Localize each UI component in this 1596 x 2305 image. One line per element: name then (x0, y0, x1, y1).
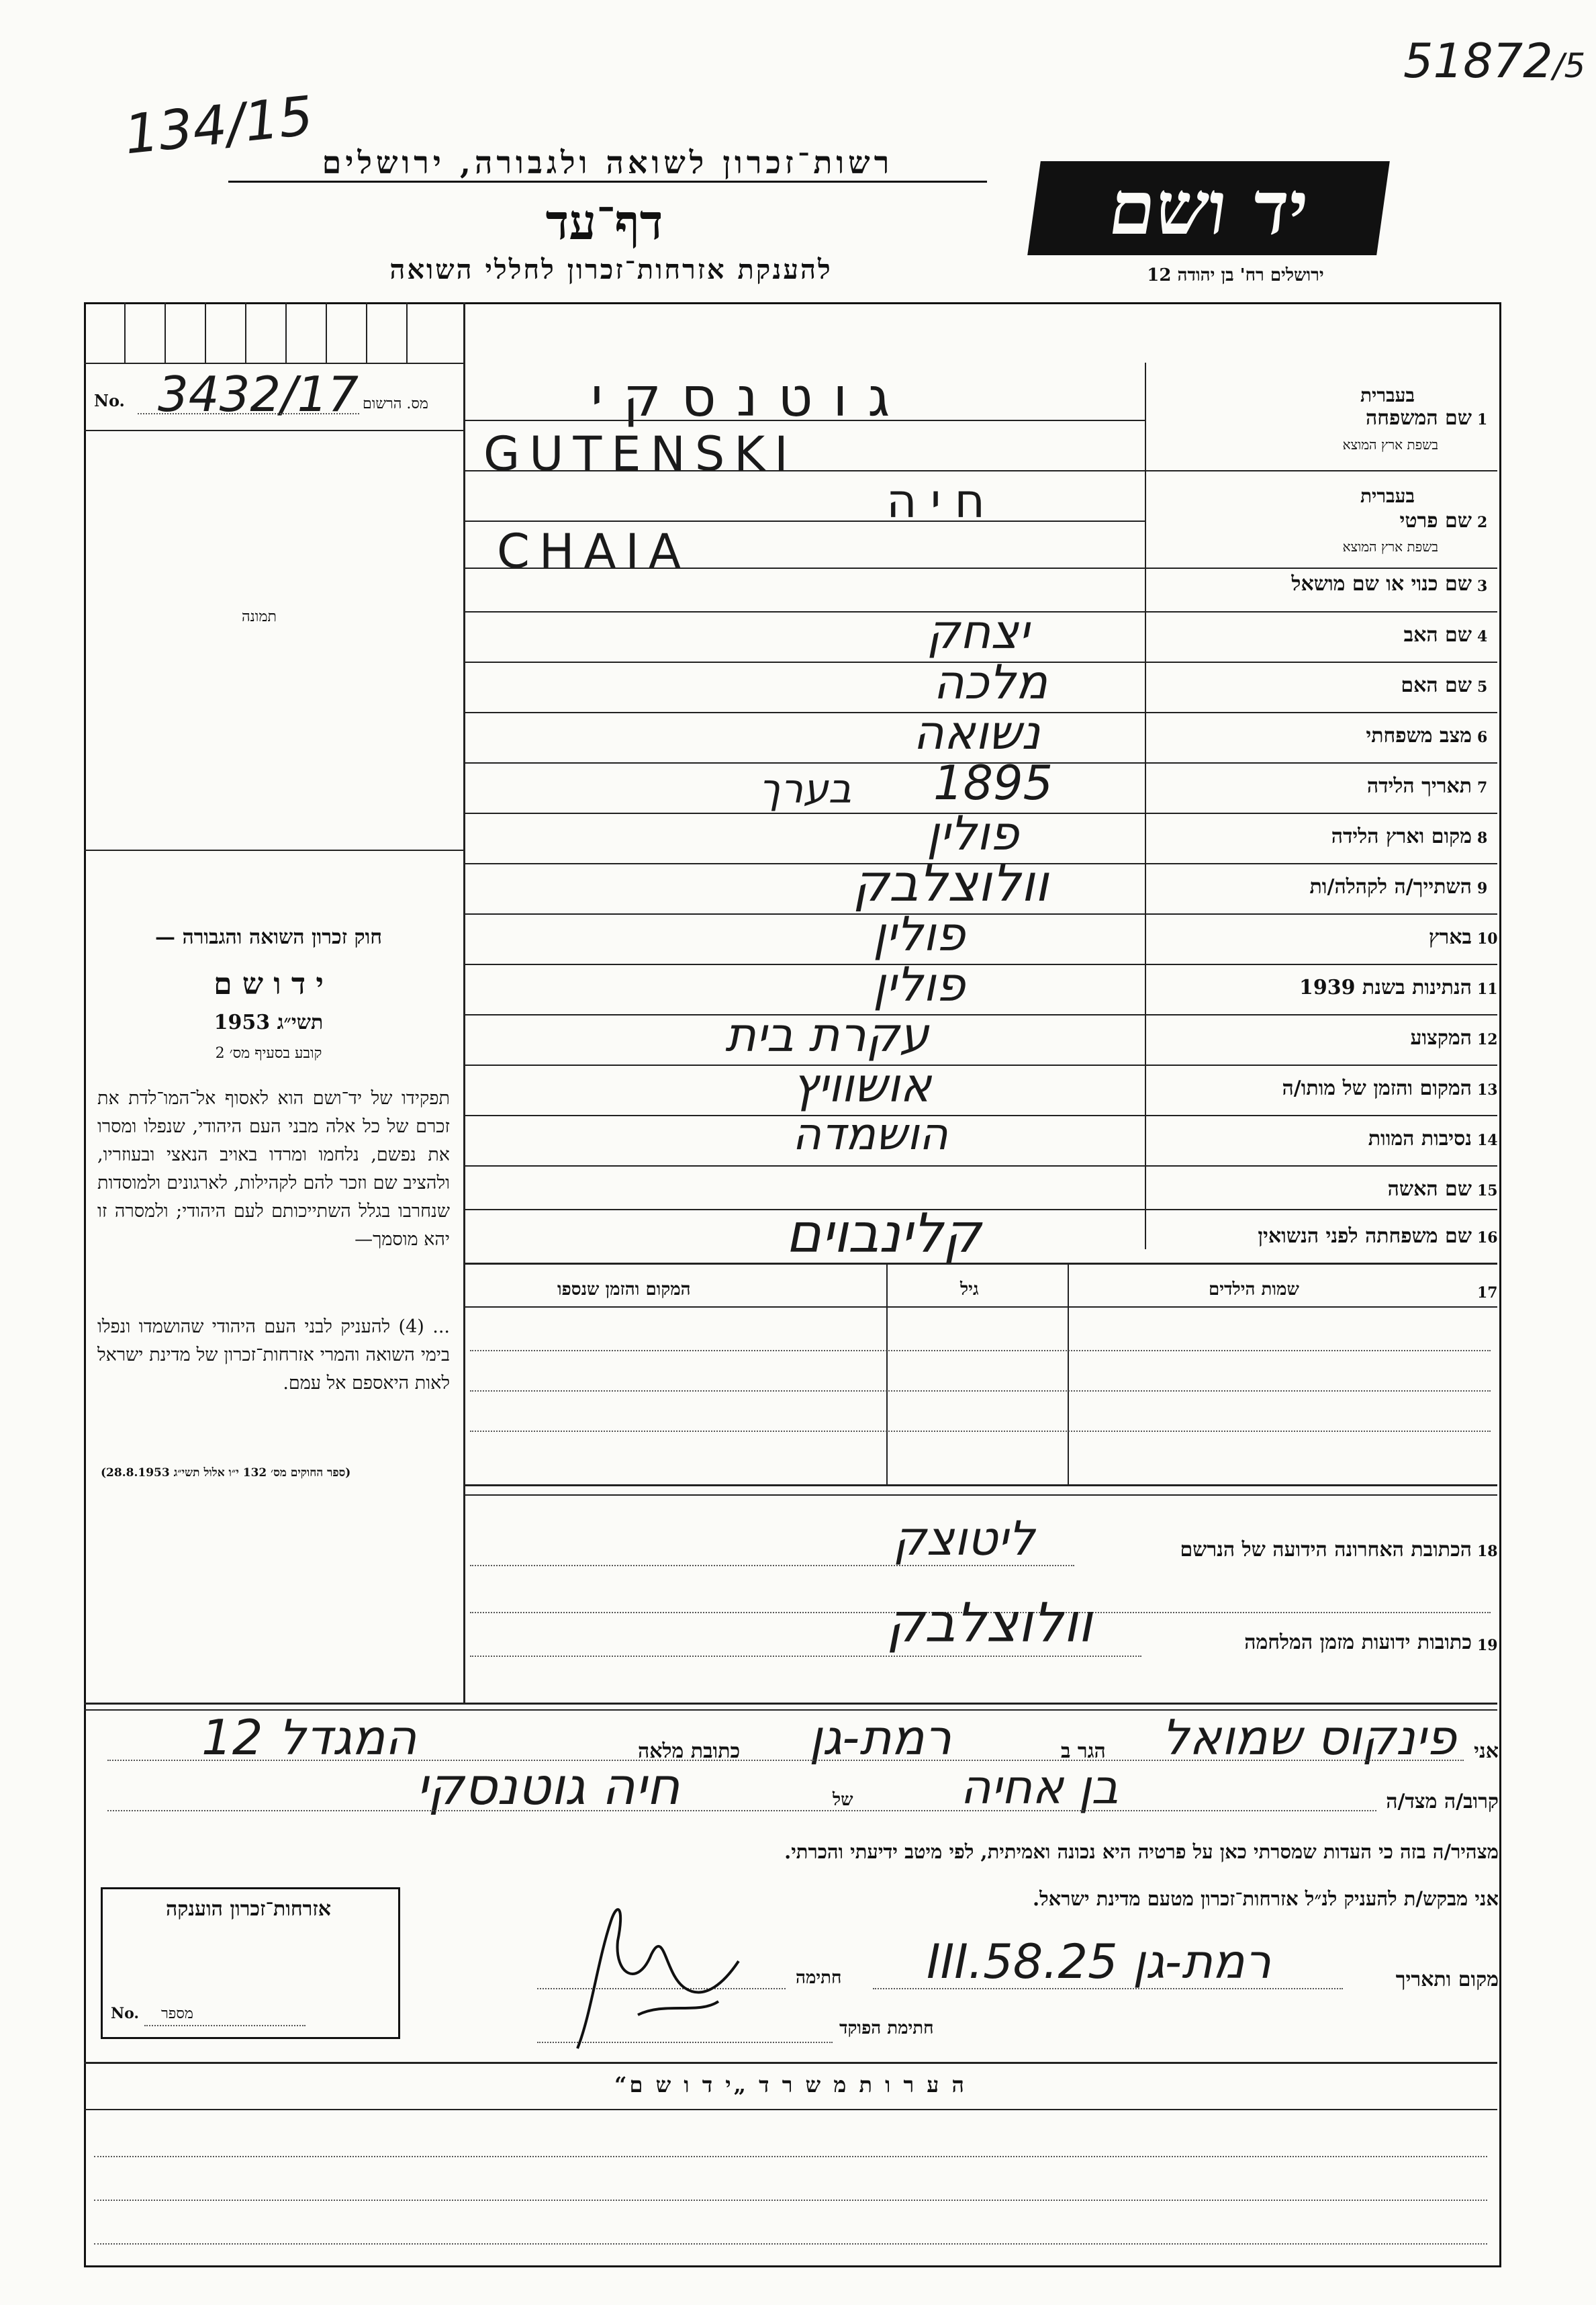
field-18-number: 18 (1477, 1543, 1498, 1560)
field-5-value: מלכה (933, 655, 1048, 710)
field-15-number: 15 (1477, 1182, 1498, 1200)
field-11-number: 11 (1477, 981, 1498, 998)
field-3-number: 3 (1477, 578, 1488, 595)
law-year: תשי״ג 1953 (214, 1011, 324, 1034)
declaration-i-label: אני (1474, 1739, 1499, 1763)
field-10-label: בארץ (1428, 925, 1472, 949)
yad-vashem-logo: יד ושם (1027, 161, 1390, 255)
archive-number: 51872/5 (1403, 34, 1586, 89)
address-label: כתובת מלאה (638, 1739, 741, 1763)
handwritten-reference: 134/15 (121, 84, 316, 167)
remarks-title: ה ע ר ו ת מ ש ר ד „י ד ו ש ם“ (614, 2072, 967, 2097)
children-section-number: 17 (1477, 1284, 1498, 1302)
field-9-number: 9 (1477, 880, 1488, 897)
field-7-value-extra: בערך (759, 766, 852, 813)
declarant-city: רמת-גן (809, 1709, 952, 1766)
relative-label: קרוב/ה מצד/ה (1386, 1790, 1499, 1813)
field-2-label: שם פרטי (1399, 509, 1472, 533)
field-8-number: 8 (1477, 829, 1488, 847)
field-1-value-hebrew: גוטנסקי (591, 366, 910, 428)
citizenship-no-label: No. (111, 2005, 140, 2022)
field-12-number: 12 (1477, 1031, 1498, 1048)
registration-no-label: No. (94, 391, 125, 410)
field-2-origin-sub: בשפת ארץ המוצא (1342, 539, 1438, 555)
registration-no-label-hebrew: מס. הרשום (363, 396, 428, 412)
children-col-names: שמות הילדים (1209, 1279, 1299, 1300)
field-11-value: פולין (873, 957, 966, 1012)
field-4-number: 4 (1477, 628, 1488, 645)
field-2-number: 2 (1477, 514, 1488, 531)
field-13-value: אושוויץ (792, 1058, 932, 1113)
photo-label: תמונה (242, 608, 277, 625)
field-13-number: 13 (1477, 1081, 1498, 1099)
field-14-value: הושמדה (792, 1108, 948, 1160)
field-2-value-hebrew: חיה (886, 473, 999, 529)
field-1-number: 1 (1477, 411, 1488, 428)
field-19-number: 19 (1477, 1637, 1498, 1654)
field-16-value: קלינבוים (786, 1202, 982, 1265)
field-12-label: המקצוע (1410, 1026, 1472, 1050)
of-label: של (833, 1790, 853, 1810)
header-address: ירושלים רח' בן יהודה 12 (1147, 265, 1324, 285)
field-3-label: שם כנוי או שם מושאל (1291, 572, 1472, 596)
field-15-label: שם האשה (1387, 1177, 1472, 1201)
field-19-label: כתובות ידועות מזמן המלחמה (1244, 1631, 1472, 1654)
law-title: חוק זכרון השואה והגבורה — (155, 925, 382, 949)
field-18-label: הכתובת האחרונה הידועה של הנרשם (1180, 1538, 1472, 1562)
place-date-label: מקום ותאריך (1395, 1968, 1499, 1991)
field-1-label: שם המשפחה (1365, 406, 1472, 430)
field-16-number: 16 (1477, 1229, 1498, 1247)
place-date-value: רמת-גן 25.III.58 (927, 1934, 1272, 1989)
field-4-label: שם האב (1403, 623, 1472, 647)
field-2-hebrew-sub: בעברית (1360, 485, 1415, 507)
form-title: דף־עד (545, 193, 663, 251)
residing-label: הגר ב (1061, 1739, 1106, 1763)
officer-signature-label: חתימת הפוקד (839, 2018, 934, 2038)
law-citation: (ספר החוקים מס׳ 132 י״ו אלול תשי״ג 28.8.1953) (101, 1466, 351, 1480)
field-13-label: המקום והזמן של מותו/ה (1282, 1077, 1472, 1100)
field-6-number: 6 (1477, 729, 1488, 746)
field-1-origin-sub: בשפת ארץ המוצא (1342, 437, 1438, 453)
form-subtitle: להענקת אזרחות־זכרון לחללי השואה (389, 254, 833, 285)
law-name: י ד ו ש ם (214, 967, 324, 1001)
field-8-value: פולין (927, 806, 1019, 861)
declarant-address: המגדל 12 (201, 1709, 417, 1766)
field-8-label: מקום וארץ הלידה (1331, 825, 1472, 848)
field-14-label: נסיבות המוות (1368, 1127, 1472, 1150)
relative-name: חיה גוטנסקי (416, 1756, 680, 1816)
field-9-value: וולוצלבק (853, 853, 1049, 913)
field-7-number: 7 (1477, 779, 1488, 797)
citizenship-box-title: אזרחות־זכרון הוענקה (165, 1897, 332, 1921)
field-1-hebrew-sub: בעברית (1360, 384, 1415, 406)
children-col-age: גיל (960, 1279, 979, 1300)
signature-label: חתימה (796, 1968, 842, 1988)
citizenship-number-label: מספר (161, 2005, 193, 2022)
registration-number: 3432/17 (158, 366, 359, 422)
declaration-statement-2: אני מבקש/ת להעניק לנ״ל אזרחות־זכרון מטעם מדינת ישראל. (1033, 1887, 1499, 1910)
field-9-label: השתייך/ה לקהלה/ות (1309, 875, 1472, 899)
field-10-number: 10 (1477, 930, 1498, 948)
field-4-value: יצחק (927, 604, 1029, 660)
field-1-value-latin: GUTENSKI (483, 426, 798, 482)
law-clause: קובע בסעיף מס׳ 2 (215, 1045, 322, 1062)
field-2-value-latin: CHAIA (497, 524, 690, 579)
field-7-label: תאריך הלידה (1366, 774, 1472, 798)
field-6-label: מצב משפחתי (1366, 724, 1472, 748)
field-6-value: נשואה (913, 705, 1041, 760)
declaration-statement-1: מצהיר/ה בזה כי העדות שמסרתי כאן על פרטיה היא נכונה ואמיתית, לפי מיטב ידיעתי והכרתי. (784, 1840, 1499, 1863)
law-paragraph-1: תפקידו של יד־ושם הוא לאסוף אל־המו־לדת את זכרם של כל אלה מבני העם היהודי, שנפלו ומסרו את נפשם, נלחמו ומרדו באויב הנאצי ובעוזריו, ולהציב שם וזכר להם לקהילות, לארגונים ולמוסדות שנחרבו בגלל השתייכותם לעם היהודי; ולמסרה זו יהא מוסמך— (97, 1088, 450, 1250)
field-7-value: 1895 (933, 756, 1053, 811)
law-paragraph-2: ... (4) להעניק לבני העם היהודי שהושמדו ונפלו בימי השואה והמרי אזרחות־זכרון של מדינת ישראל לאות היאספם אל עמם. (97, 1316, 450, 1394)
field-5-number: 5 (1477, 678, 1488, 696)
field-16-label: שם משפחתה לפני הנשואין (1258, 1224, 1472, 1248)
field-12-value: עקרת בית (725, 1007, 929, 1063)
field-18-value: ליטוצק (893, 1511, 1035, 1566)
relation-value: בן אחיה (960, 1760, 1119, 1815)
field-5-label: שם האם (1401, 674, 1472, 697)
declarant-name: פינקוס שמואל (1162, 1709, 1456, 1766)
registration-row (94, 366, 457, 422)
field-19-value: וולוצלבק (886, 1592, 1092, 1654)
children-col-place: המקום והזמן שנספו (557, 1279, 691, 1300)
field-11-label: הנתינות בשנת 1939 (1299, 976, 1472, 999)
signature-scribble (551, 1881, 772, 2069)
field-14-number: 14 (1477, 1132, 1498, 1149)
field-10-value: פולין (873, 907, 966, 962)
authority-title: רשות־זכרון לשואה ולגבורה, ירושלים (228, 144, 987, 183)
